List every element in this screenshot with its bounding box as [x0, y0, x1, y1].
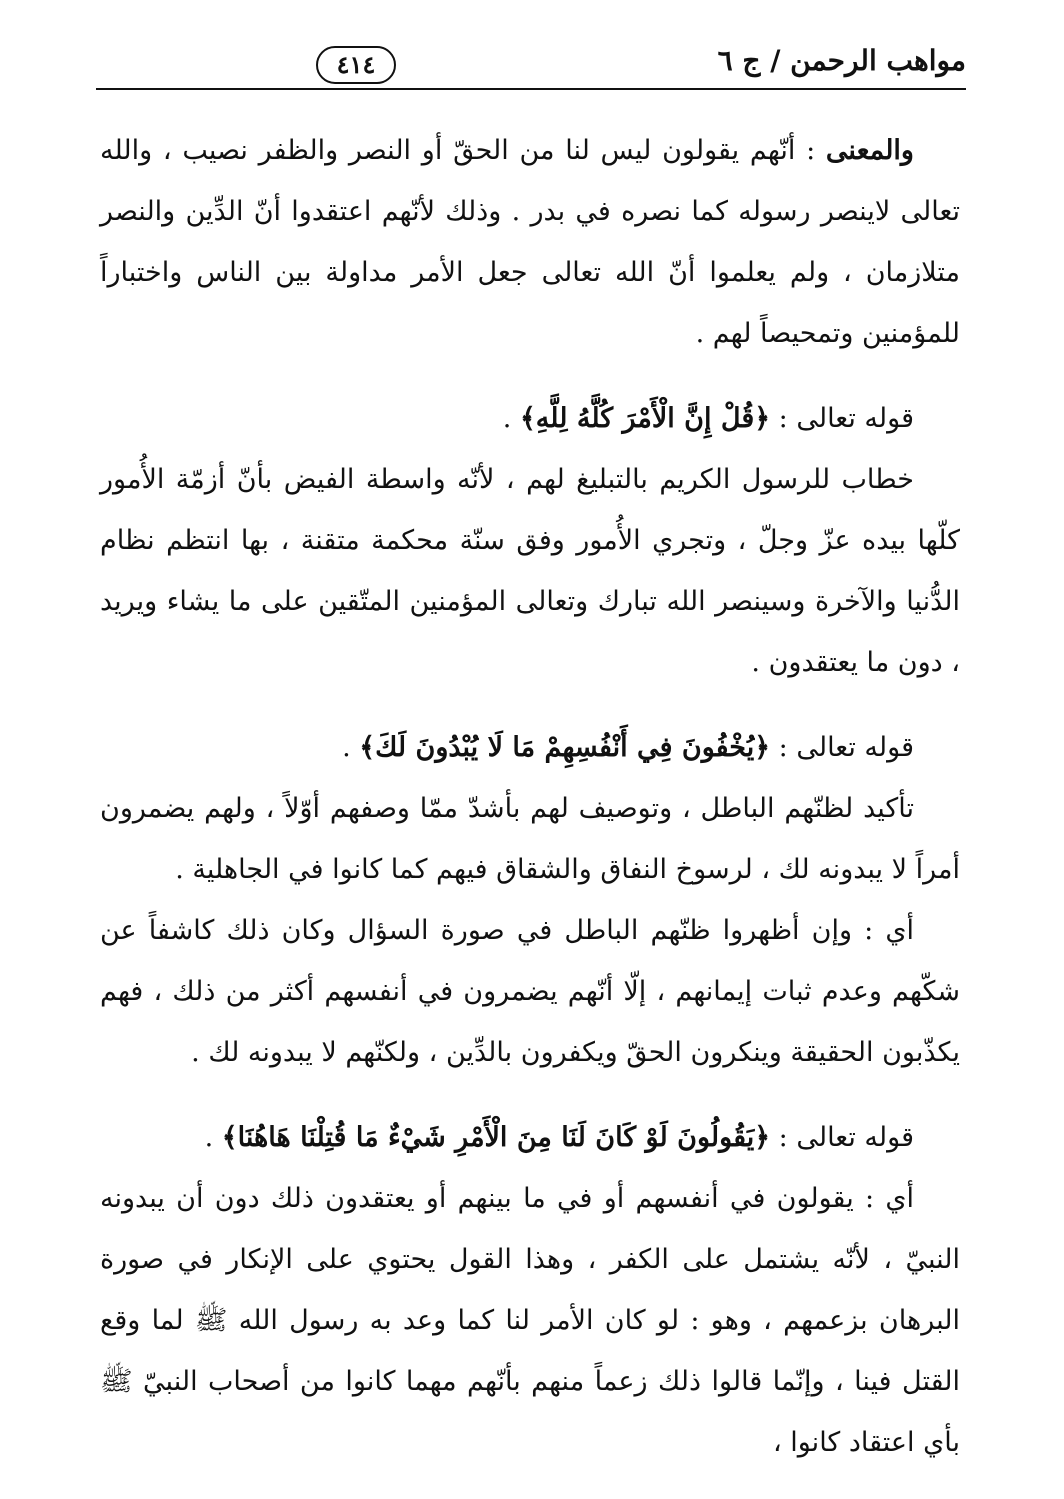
verse-heading-3 [100, 1107, 960, 1168]
paragraph-commentary-3 [100, 900, 960, 1083]
verse-prefix: قوله تعالى : [778, 732, 914, 763]
verse-heading-2 [100, 717, 960, 778]
paragraph-text: خطاب للرسول الكريم بالتبليغ لهم ، لأنّه واسطة الفيض بأنّ أزمّة الأُمور كلّها بيده عزّ وجلّ ، وتجري الأُمور وفق سنّة محكمة متقنة ، بها انتظم نظام الدُّنيا والآخرة وسينصر الله تبارك وتعالى المؤمنين المتّقين على ما يشاء ويريد ، دون ما يعتقدون . [100, 464, 960, 678]
quran-verse: ﴿قُلْ إِنَّ الْأَمْرَ كُلَّهُ لِلَّهِ﴾ [519, 403, 771, 434]
paragraph-text: أي : يقولون في أنفسهم أو في ما بينهم أو يعتقدون ذلك دون أن يبدونه النبيّ ، لأنّه يشتمل على الكفر ، وهذا القول يحتوي على الإنكار في صورة البرهان بزعمهم ، وهو : لو كان الأمر لنا كما وعد به رسول الله ﷺ لما وقع القتل فينا ، وإنّما قالوا ذلك زعماً منهم بأنّهم مهما كانوا من أصحاب النبيّ ﷺ بأي اعتقاد كانوا ، [100, 1183, 960, 1458]
verse-suffix: . [204, 1122, 214, 1153]
verse-suffix: . [502, 403, 512, 434]
paragraph-meaning [100, 120, 960, 364]
paragraph-text: أي : وإن أظهروا ظنّهم الباطل في صورة السؤال وكان ذلك كاشفاً عن شكّهم وعدم ثبات إيمانهم ، إلّا أنّهم يضمرون في أنفسهم أكثر من ذلك ، فهم يكذّبون الحقيقة وينكرون الحقّ ويكفرون بالدِّين ، ولكنّهم لا يبدونه لك . [100, 915, 960, 1068]
paragraph-lead: والمعنى [825, 135, 914, 166]
running-title: مواهب الرحمن / ج ٦ [717, 44, 966, 77]
quran-verse: ﴿يُخْفُونَ فِي أَنْفُسِهِمْ مَا لَا يُبْدُونَ لَكَ﴾ [359, 732, 771, 763]
verse-prefix: قوله تعالى : [778, 1122, 914, 1153]
paragraph-commentary-4 [100, 1168, 960, 1473]
verse-heading-1 [100, 388, 960, 449]
header-divider [96, 88, 966, 90]
paragraph-commentary-2 [100, 778, 960, 900]
page-number: ٤١٤ [316, 46, 396, 84]
paragraph-text: : أنّهم يقولون ليس لنا من الحقّ أو النصر والظفر نصيب ، والله تعالى لاينصر رسوله كما نصره في بدر . وذلك لأنّهم اعتقدوا أنّ الدِّين والنصر متلازمان ، ولم يعلموا أنّ الله تعالى جعل الأمر مداولة بين الناس واختباراً للمؤمنين وتمحيصاً لهم . [100, 135, 960, 349]
verse-suffix: . [342, 732, 351, 763]
verse-prefix: قوله تعالى : [778, 403, 914, 434]
page-header [96, 40, 966, 92]
paragraph-text: تأكيد لظنّهم الباطل ، وتوصيف لهم بأشدّ ممّا وصفهم أوّلاً ، ولهم يضمرون أمراً لا يبدونه لك ، لرسوخ النفاق والشقاق فيهم كما كانوا في الجاهلية . [100, 793, 960, 885]
body-text [100, 120, 960, 1473]
quran-verse: ﴿يَقُولُونَ لَوْ كَانَ لَنَا مِنَ الْأَمْرِ شَيْءٌ مَا قُتِلْنَا هَاهُنَا﴾ [221, 1122, 771, 1153]
paragraph-commentary-1 [100, 449, 960, 693]
